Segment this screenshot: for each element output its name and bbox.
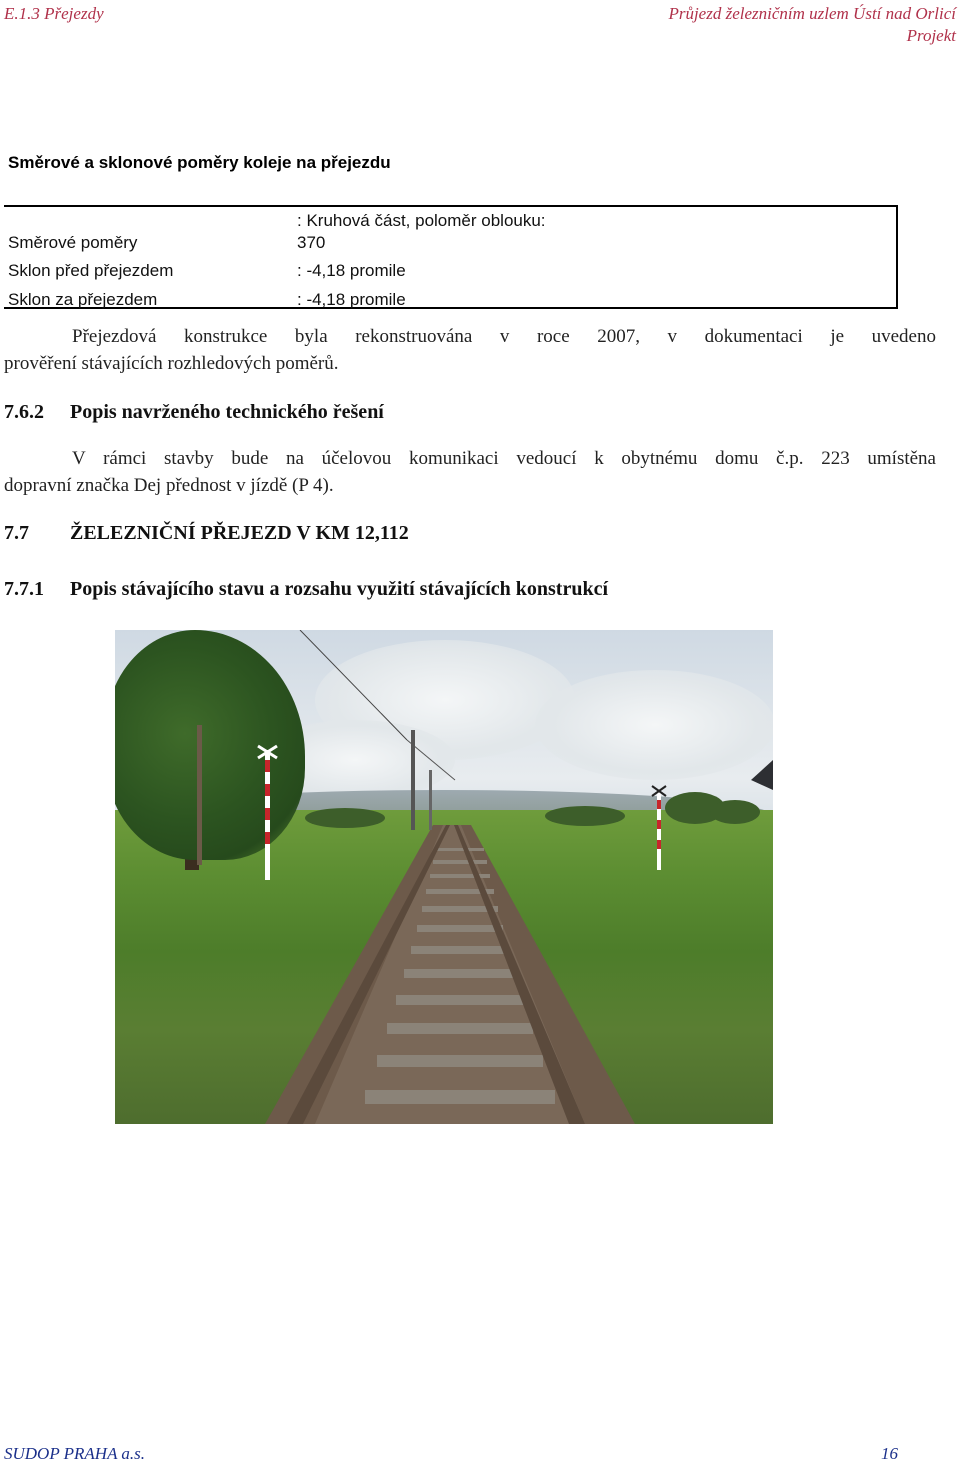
paragraph-reconstruction <box>4 323 936 377</box>
slope-after-value: : -4,18 promile <box>297 290 406 309</box>
heading-7-6-2-number: 7.6.2 <box>4 401 44 423</box>
paragraph-traffic-sign-line2: dopravní značka Dej přednost v jízdě (P 4). <box>4 475 334 496</box>
footer-page-number: 16 <box>881 1444 898 1463</box>
heading-7-7-title: ŽELEZNIČNÍ PŘEJEZD V KM 12,112 <box>70 522 409 544</box>
header-project-type: Projekt <box>906 26 956 45</box>
catenary-mast <box>429 770 432 830</box>
heading-7-6-2 <box>4 401 384 424</box>
paragraph-reconstruction-line2: prověření stávajících rozhledových poměrů. <box>4 353 339 374</box>
slope-before-value: : -4,18 promile <box>297 261 406 280</box>
wooden-pole <box>197 725 202 865</box>
subtitle-track-geometry: Směrové a sklonové poměry koleje na přejezdu <box>8 153 391 172</box>
paragraph-traffic-sign <box>4 445 936 499</box>
distant-trees <box>305 792 760 828</box>
directional-label: Směrové poměry <box>8 233 138 252</box>
directional-value-line2: 370 <box>297 233 326 252</box>
heading-7-6-2-title: Popis navrženého technického řešení <box>70 401 384 423</box>
track-drawing <box>115 630 773 1124</box>
directional-value-line1: : Kruhová část, poloměr oblouku: <box>297 211 546 230</box>
crossing-post-left <box>258 746 277 880</box>
heading-7-7-1 <box>4 578 608 601</box>
slope-before-label: Sklon před přejezdem <box>8 261 174 280</box>
paragraph-traffic-sign-line1: V rámci stavby bude na účelovou komunikaci vedoucí k obytnému domu č.p. 223 umístěna <box>72 448 936 469</box>
slope-after-label: Sklon za přejezdem <box>8 290 158 309</box>
track-parameters-table <box>4 205 898 309</box>
header-section: E.1.3 Přejezdy <box>4 4 104 23</box>
heading-7-7 <box>4 522 409 545</box>
paragraph-reconstruction-line1: Přejezdová konstrukce byla rekonstruována v roce 2007, v dokumentaci je uvedeno <box>72 326 936 347</box>
catenary-wire <box>300 630 407 740</box>
crossing-post-right <box>652 786 666 870</box>
heading-7-7-number: 7.7 <box>4 522 29 544</box>
heading-7-7-1-number: 7.7.1 <box>4 578 44 600</box>
roof-corner <box>751 760 773 790</box>
footer-company: SUDOP PRAHA a.s. <box>4 1444 146 1463</box>
railway-crossing-photo <box>115 630 773 1124</box>
header-project-title: Průjezd železničním uzlem Ústí nad Orlicí <box>668 4 956 23</box>
heading-7-7-1-title: Popis stávajícího stavu a rozsahu využití stávajících konstrukcí <box>70 578 608 600</box>
